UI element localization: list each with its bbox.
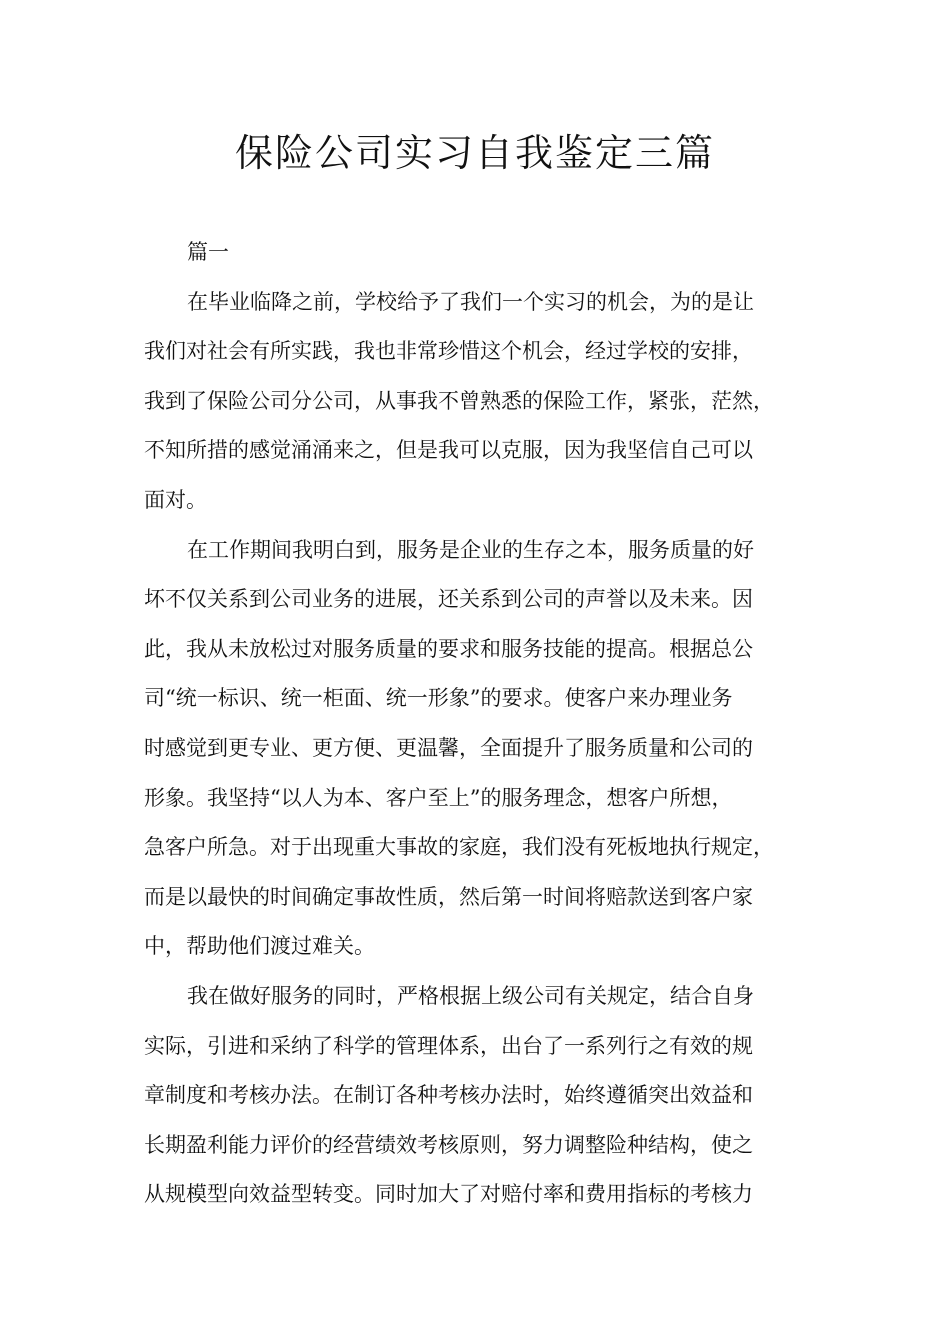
paragraph-line: 形象。我坚持“以人为本、客户至上”的服务理念，想客户所想，	[144, 785, 733, 810]
paragraph-line: 坏不仅关系到公司业务的进展，还关系到公司的声誉以及未来。因	[144, 587, 753, 612]
paragraph-line: 不知所措的感觉涌涌来之，但是我可以克服，因为我坚信自己可以	[144, 438, 753, 463]
paragraph-line: 我到了保险公司分公司，从事我不曾熟悉的保险工作，紧张，茫然，	[144, 388, 774, 413]
paragraph-line: 在工作期间我明白到，服务是企业的生存之本，服务质量的好	[187, 537, 754, 562]
paragraph-line: 章制度和考核办法。在制订各种考核办法时，始终遵循突出效益和	[144, 1083, 753, 1108]
section-label: 篇一	[187, 240, 229, 264]
paragraph-3	[144, 972, 824, 1220]
paragraph-line: 从规模型向效益型转变。同时加大了对赔付率和费用指标的考核力	[144, 1182, 753, 1207]
paragraph-line: 实际，引进和采纳了科学的管理体系，出台了一系列行之有效的规	[144, 1033, 753, 1058]
paragraph-line: 我在做好服务的同时，严格根据上级公司有关规定，结合自身	[187, 983, 754, 1008]
paragraph-line: 在毕业临降之前，学校给予了我们一个实习的机会，为的是让	[187, 289, 754, 314]
paragraph-line: 而是以最快的时间确定事故性质，然后第一时间将赔款送到客户家	[144, 884, 753, 909]
paragraph-line: 司“统一标识、统一柜面、统一形象”的要求。使客户来办理业务	[144, 686, 733, 711]
paragraph-line: 中，帮助他们渡过难关。	[144, 934, 375, 959]
paragraph-line: 此，我从未放松过对服务质量的要求和服务技能的提高。根据总公	[144, 636, 753, 661]
paragraph-line: 面对。	[144, 487, 207, 512]
paragraph-line: 时感觉到更专业、更方便、更温馨，全面提升了服务质量和公司的	[144, 735, 753, 760]
document-body	[144, 228, 824, 1220]
paragraph-line: 我们对社会有所实践，我也非常珍惜这个机会，经过学校的安排，	[144, 339, 753, 364]
document-title: 保险公司实习自我鉴定三篇	[234, 131, 715, 175]
paragraph-line: 长期盈利能力评价的经营绩效考核原则，努力调整险种结构，使之	[144, 1132, 753, 1157]
paragraph-2	[144, 526, 824, 972]
paragraph-line: 急客户所急。对于出现重大事故的家庭，我们没有死板地执行规定，	[144, 835, 774, 860]
paragraph-1	[144, 278, 824, 526]
